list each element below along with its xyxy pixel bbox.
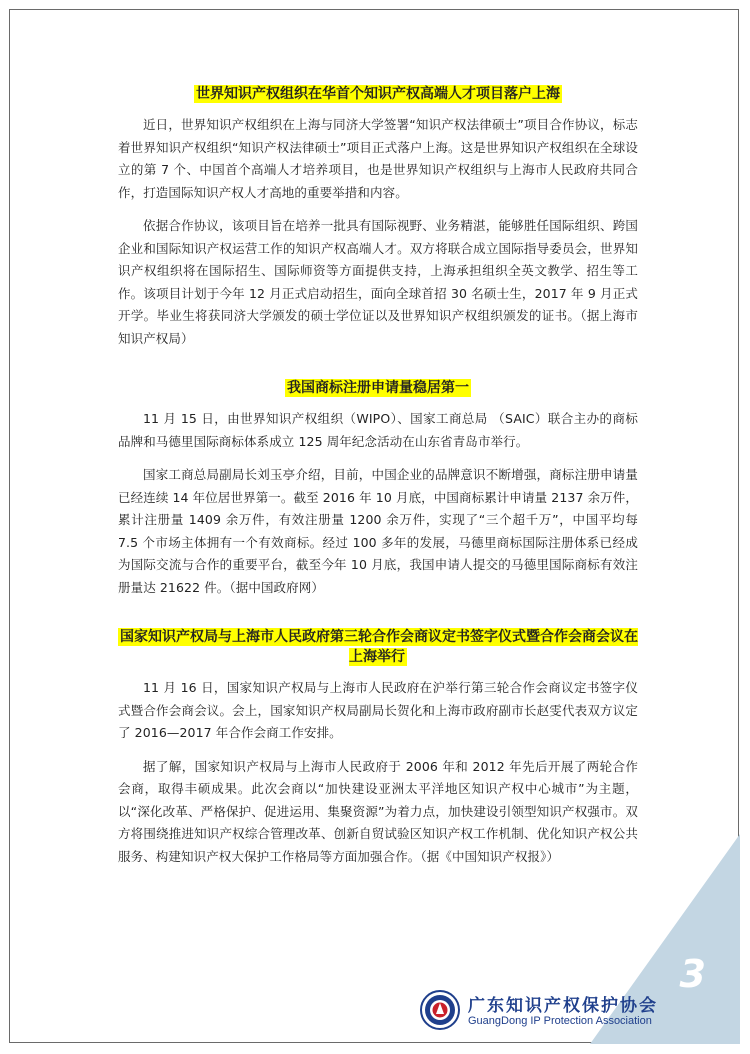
article-title: 国家知识产权局与上海市人民政府第三轮合作会商议定书签字仪式暨合作会商会议在上海举行 — [120, 629, 638, 665]
page-number: 3 — [679, 952, 706, 996]
article-title: 世界知识产权组织在华首个知识产权高端人才项目落户上海 — [196, 86, 560, 102]
org-name-en: GuangDong IP Protection Association — [468, 1015, 652, 1027]
article-paragraph: 依据合作协议，该项目旨在培养一批具有国际视野、业务精湛，能够胜任国际组织、跨国企业和国际知识产权运营工作的知识产权高端人才。双方将联合成立国际指导委员会，世界知识产权组织将在国际招生、国际师资等方面提供支持，上海承担组织全英文教学、招生等工作。该项目计划于今年 12 月正式启动招生，面向全球首招 30 名硕士生，2017 年 9 月正式开学。毕业生将获同济大学颁发的硕士学位证以及世界知识产权组织颁发的证书。（据上海市知识产权局） — [118, 218, 638, 346]
article-paragraph: 11 月 15 日，由世界知识产权组织（WIPO）、国家工商总局 （SAIC）联合主办的商标品牌和马德里国际商标体系成立 125 周年纪念活动在山东省青岛市举行。 — [118, 411, 638, 449]
association-emblem-icon — [420, 990, 460, 1030]
article — [118, 627, 638, 868]
org-name-cn: 广东知识产权保护协会 — [468, 996, 658, 1016]
article-title: 我国商标注册申请量稳居第一 — [287, 380, 469, 396]
article-paragraph: 11 月 16 日，国家知识产权局与上海市人民政府在沪举行第三轮合作会商议定书签字仪式暨合作会商会议。会上，国家知识产权局副局长贺化和上海市政府副市长赵雯代表双方议定了 2016—2017 年合作会商工作安排。 — [118, 680, 638, 740]
article-paragraph: 近日，世界知识产权组织在上海与同济大学签署“知识产权法律硕士”项目合作协议，标志着世界知识产权组织“知识产权法律硕士”项目正式落户上海。这是世界知识产权组织在全球设立的第 7 个、中国首个高端人才培养项目，也是世界知识产权组织与上海市人民政府共同合作，打造国际知识产权人才高地的重要举措和内容。 — [118, 117, 638, 200]
article-paragraph: 国家工商总局副局长刘玉亭介绍，目前，中国企业的品牌意识不断增强，商标注册申请量已经连续 14 年位居世界第一。截至 2016 年 10 月底，中国商标累计申请量 2137 余万件，累计注册量 1409 余万件，有效注册量 1200 余万件，实现了“三个超千万”，中国平均每 7.5 个市场主体拥有一个有效商标。经过 100 多年的发展，马德里商标国际注册体系已经成为国际交流与合作的重要平台，截至今年 10 月底，我国申请人提交的马德里国际商标有效注册量达 21622 件。（据中国政府网） — [118, 467, 638, 595]
article-paragraph: 据了解，国家知识产权局与上海市人民政府于 2006 年和 2012 年先后开展了两轮合作会商，取得丰硕成果。此次会商以“加快建设亚洲太平洋地区知识产权中心城市”为主题，以“深化改革、严格保护、促进运用、集聚资源”为着力点，加快建设引领型知识产权强市。双方将围绕推进知识产权综合管理改革、创新自贸试验区知识产权工作机制、优化知识产权公共服务、构建知识产权大保护工作格局等方面加强合作。（据《中国知识产权报》） — [118, 758, 638, 864]
main-content — [118, 84, 638, 879]
article — [118, 84, 638, 350]
footer-logo — [420, 990, 690, 1032]
article — [118, 378, 638, 599]
